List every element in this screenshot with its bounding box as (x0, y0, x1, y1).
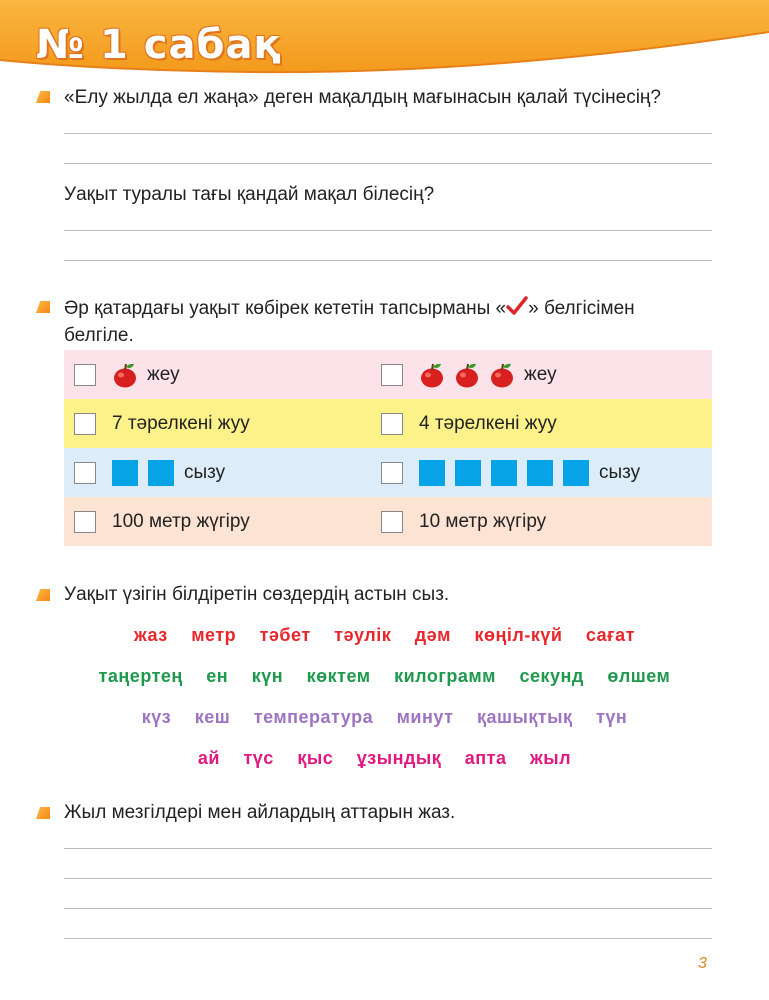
task-label: жеу (524, 363, 557, 385)
word[interactable]: өлшем (607, 666, 671, 686)
word[interactable]: секунд (519, 666, 584, 686)
task-row (64, 448, 712, 497)
word[interactable]: кеш (194, 707, 231, 727)
word[interactable]: апта (464, 748, 507, 768)
word[interactable]: ен (206, 666, 229, 686)
answer-line[interactable] (64, 260, 712, 261)
word[interactable]: минут (396, 707, 454, 727)
task-option (74, 448, 225, 497)
apple-icon (489, 362, 515, 388)
task-option (74, 399, 250, 448)
question-3-text: Уақыт үзігін білдіретін сөздердің астын сыз. (64, 584, 450, 605)
checkbox[interactable] (74, 462, 96, 484)
answer-line[interactable] (64, 878, 712, 879)
q2-text-after: » белгісімен (528, 298, 635, 319)
word[interactable]: метр (191, 625, 237, 645)
word[interactable]: түн (596, 707, 628, 727)
task-option (381, 399, 557, 448)
question-4-text: Жыл мезгілдері мен айлардың аттарын жаз. (64, 802, 456, 823)
checkbox[interactable] (74, 364, 96, 386)
square-icon (527, 460, 553, 486)
answer-line[interactable] (64, 908, 712, 909)
task-label: сызу (184, 461, 226, 483)
task-row (64, 350, 712, 399)
task-label: 7 тәрелкені жуу (112, 412, 250, 434)
lesson-header (0, 0, 769, 80)
word[interactable]: қыс (297, 748, 334, 768)
task-option (74, 497, 250, 546)
question-2-line-1 (64, 296, 712, 323)
q2-text-before: Әр қатардағы уақыт көбірек кететін тапсырманы « (64, 298, 507, 319)
word-row-2 (0, 666, 769, 687)
checkmark-icon (506, 296, 528, 323)
apple-icon (454, 362, 480, 388)
square-icon (563, 460, 589, 486)
word[interactable]: күз (141, 707, 172, 727)
task-option (381, 448, 640, 497)
bullet-icon (36, 589, 50, 601)
lesson-title: № 1 сабақ (36, 22, 282, 68)
word[interactable]: күн (251, 666, 284, 686)
answer-line[interactable] (64, 133, 712, 134)
word[interactable]: ұзындық (356, 748, 442, 768)
bullet-icon (36, 807, 50, 819)
q2-text-line2: белгіле. (64, 325, 134, 346)
square-icon (112, 460, 138, 486)
word[interactable]: таңертең (98, 666, 183, 686)
word[interactable]: көктем (306, 666, 371, 686)
word[interactable]: ай (197, 748, 220, 768)
square-icon (419, 460, 445, 486)
square-icon (455, 460, 481, 486)
word[interactable]: түс (243, 748, 274, 768)
word[interactable]: температура (253, 707, 374, 727)
checkbox[interactable] (381, 462, 403, 484)
apple-icon (112, 362, 138, 388)
answer-line[interactable] (64, 163, 712, 164)
question-1-text: «Елу жылда ел жаңа» деген мақалдың мағынасын қалай түсінесің? (64, 87, 661, 108)
question-2-text (64, 296, 712, 348)
question-1-followup: Уақыт туралы тағы қандай мақал білесің? (64, 184, 435, 205)
task-option (381, 497, 546, 546)
word[interactable]: килограмм (394, 666, 496, 686)
word-row-1 (0, 625, 769, 646)
answer-line[interactable] (64, 938, 712, 939)
answer-line[interactable] (64, 230, 712, 231)
checkbox[interactable] (381, 511, 403, 533)
square-icon (491, 460, 517, 486)
word[interactable]: көңіл-күй (474, 625, 563, 645)
word[interactable]: дәм (414, 625, 451, 645)
checkbox[interactable] (381, 364, 403, 386)
task-label: жеу (147, 363, 180, 385)
checkbox[interactable] (74, 413, 96, 435)
checkbox[interactable] (74, 511, 96, 533)
task-label: сызу (599, 461, 641, 483)
square-icon (148, 460, 174, 486)
word[interactable]: қашықтық (476, 707, 573, 727)
task-option (74, 350, 180, 399)
page-number: 3 (698, 955, 707, 972)
task-label: 10 метр жүгіру (419, 510, 547, 532)
word[interactable]: жыл (530, 748, 572, 768)
answer-line[interactable] (64, 848, 712, 849)
task-table (64, 350, 712, 546)
word[interactable]: жаз (134, 625, 168, 645)
task-row (64, 497, 712, 546)
task-label: 4 тәрелкені жуу (419, 412, 557, 434)
word[interactable]: сағат (585, 625, 635, 645)
word-row-3 (0, 707, 769, 728)
task-label: 100 метр жүгіру (112, 510, 250, 532)
word-row-4 (0, 748, 769, 769)
bullet-icon (36, 301, 50, 313)
apple-icon (419, 362, 445, 388)
checkbox[interactable] (381, 413, 403, 435)
task-option (381, 350, 557, 399)
bullet-icon (36, 91, 50, 103)
task-row (64, 399, 712, 448)
word[interactable]: тәбет (259, 625, 311, 645)
word[interactable]: тәулік (334, 625, 392, 645)
